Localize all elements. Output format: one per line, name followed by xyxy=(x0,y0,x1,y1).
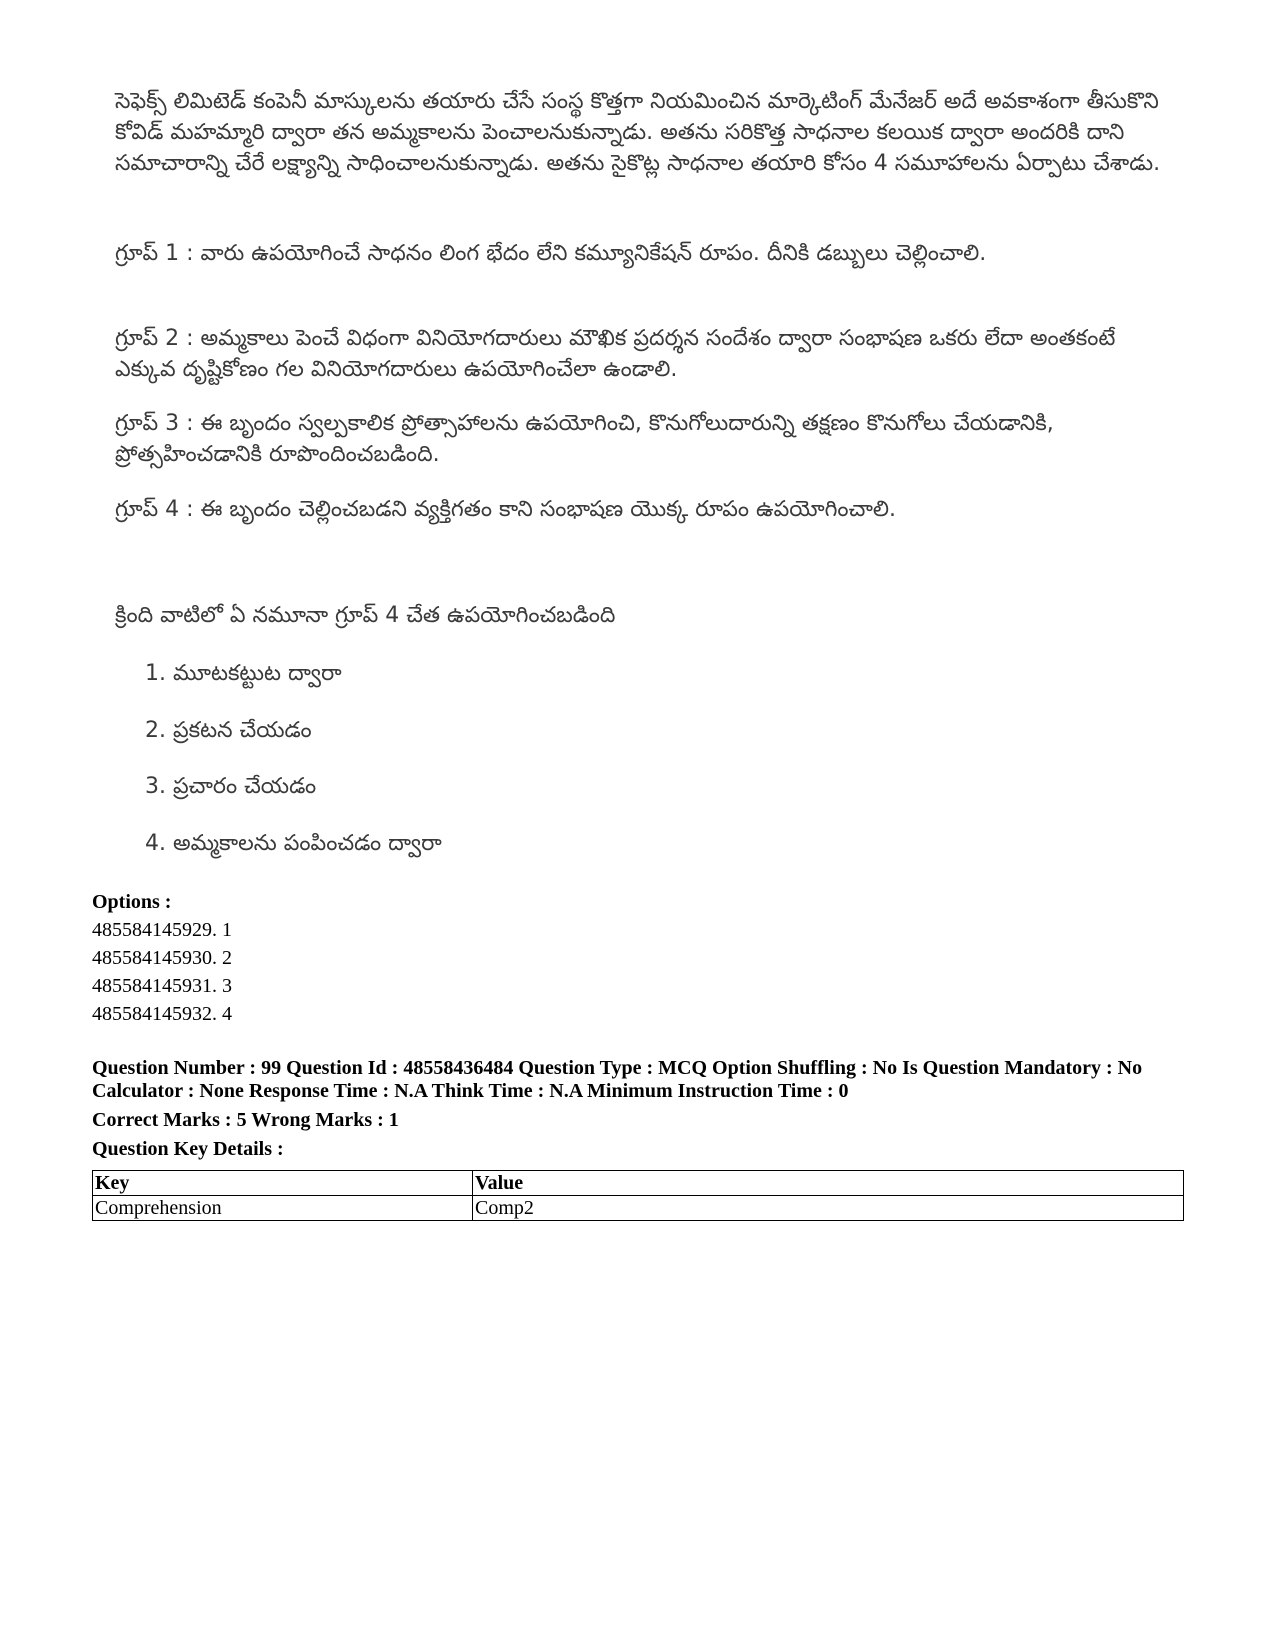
table-row xyxy=(93,1196,1184,1221)
question-text: క్రింది వాటిలో ఏ నమూనా గ్రూప్ 4 చేత ఉపయోగించబడింది xyxy=(115,603,616,628)
choice-2: 2. ప్రకటన చేయడం xyxy=(145,718,312,743)
table-cell-key: Comprehension xyxy=(93,1196,473,1221)
group-1-text: గ్రూప్ 1 : వారు ఉపయోగించే సాధనం లింగ భేదం లేని కమ్యూనికేషన్ రూపం. దీనికి డబ్బులు చెల్లించాలి. xyxy=(115,241,987,266)
table-header-row xyxy=(93,1171,1184,1196)
group-4-text: గ్రూప్ 4 : ఈ బృందం చెల్లించబడని వ్యక్తిగతం కాని సంభాషణ యొక్క రూపం ఉపయోగించాలి. xyxy=(115,497,896,522)
table-cell-value: Comp2 xyxy=(473,1196,1184,1221)
option-item: 485584145930. 2 xyxy=(92,947,232,969)
option-item: 485584145931. 3 xyxy=(92,975,232,997)
options-header: Options : xyxy=(92,891,172,913)
choice-1: 1. మూటకట్టుట ద్వారా xyxy=(145,661,342,686)
marks-line: Correct Marks : 5 Wrong Marks : 1 xyxy=(92,1109,399,1131)
key-details-table xyxy=(92,1170,1184,1221)
group-2-text: గ్రూప్ 2 : అమ్మకాలు పెంచే విధంగా వినియోగదారులు మౌఖిక ప్రదర్శన సందేశం ద్వారా సంభాషణ ఒకరు లేదా అంతకంటే ఎక్కువ దృష్టికోణం గల వినియోగదారులు ఉపయోగించేలా ఉండాలి. xyxy=(115,326,1116,382)
choice-3: 3. ప్రచారం చేయడం xyxy=(145,774,317,799)
question-meta xyxy=(92,1057,1202,1167)
choice-4: 4. అమ్మకాలను పంపించడం ద్వారా xyxy=(145,831,442,856)
column-header-value: Value xyxy=(473,1171,1184,1196)
question-details-line: Question Number : 99 Question Id : 48558436484 Question Type : MCQ Option Shuffling : No Is Question Mandatory : No Calculator : None Response Time : N.A Think Time : N.A Minimum Instruction Time : 0 xyxy=(92,1057,1143,1102)
option-item: 485584145929. 1 xyxy=(92,919,232,941)
key-details-heading: Question Key Details : xyxy=(92,1138,284,1160)
column-header-key: Key xyxy=(93,1171,473,1196)
options-section xyxy=(92,888,232,1028)
option-item: 485584145932. 4 xyxy=(92,1003,232,1025)
group-3-text: గ్రూప్ 3 : ఈ బృందం స్వల్పకాలిక ప్రోత్సాహాలను ఉపయోగించి, కొనుగోలుదారున్ని తక్షణం కొనుగోలు చేయడానికి, ప్రోత్సహించడానికి రూపొందించబడింది. xyxy=(115,411,1054,467)
passage-intro: సెఫెక్స్ లిమిటెడ్ కంపెనీ మాస్కులను తయారు చేసే సంస్థ కొత్తగా నియమించిన మార్కెటింగ్ మేనేజర్ అదే అవకాశంగా తీసుకొని కోవిడ్ మహమ్మారి ద్వారా తన అమ్మకాలను పెంచాలనుకున్నాడు. అతను సరికొత్త సాధనాల కలయిక ద్వారా అందరికి దాని సమాచారాన్ని చేరే లక్ష్యాన్ని సాధించాలనుకున్నాడు. అతను సైకొట్ల సాధనాల తయారి కోసం 4 సమూహాలను ఏర్పాటు చేశాడు. xyxy=(115,89,1161,176)
